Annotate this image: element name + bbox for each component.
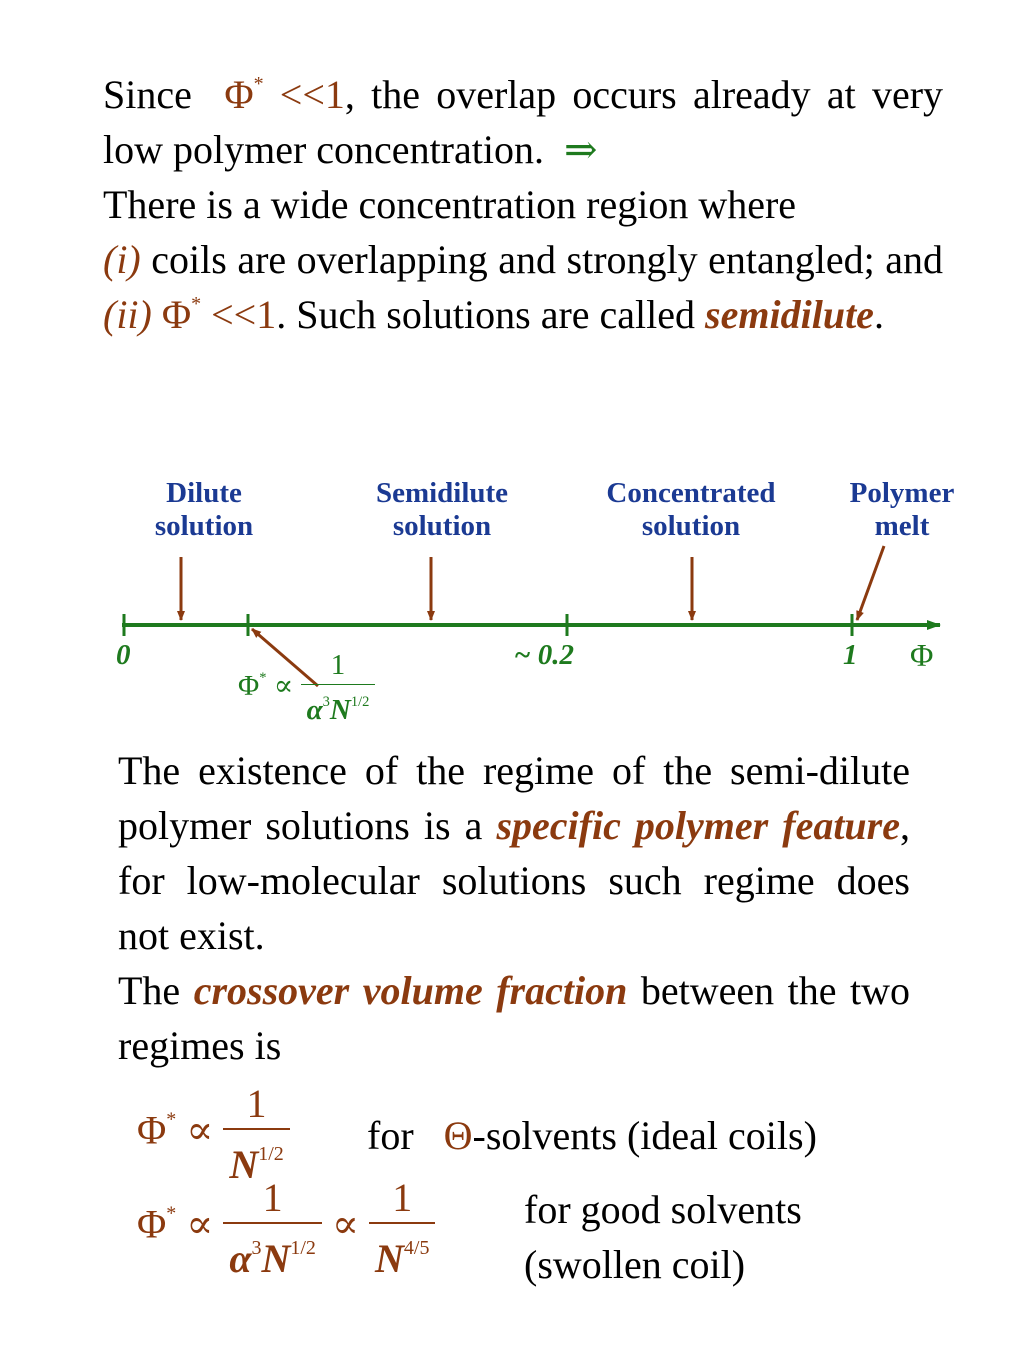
between-regimes-text: between the two regimes is <box>118 968 911 1068</box>
equation-theta-solvent: Φ* ∝ $\frac{1}{N^{1/2}}$ <box>137 1082 290 1187</box>
overlap-text: , the overlap occurs already at very low polymer concentration. <box>103 72 944 172</box>
item-i-label: (i) <box>103 237 141 282</box>
category-dilute: Dilute solution <box>154 477 254 542</box>
phi-star-inline: Φ* <<1 <box>224 72 345 117</box>
equation-good-solvent: Φ* ∝ $\frac{1}{\alpha^3N^{1/2}}$ ∝ $\frac{1}{N^{4/5}}$ <box>137 1176 435 1281</box>
phi-star-inline-2: Φ* <<1 <box>161 292 277 337</box>
implies-symbol: ⇒ <box>563 127 598 172</box>
crossover-term: crossover volume fraction <box>193 968 628 1013</box>
the-text: The <box>118 968 181 1013</box>
coils-text: coils are overlapping and strongly entangled; and <box>151 237 944 282</box>
tick-label-1: 1 <box>843 639 858 671</box>
theta-solvent-description: for Θ-solvents (ideal coils) <box>367 1113 817 1158</box>
tick-label-0-2: ~ 0.2 <box>514 639 575 671</box>
since-text: Since <box>103 72 192 117</box>
specific-feature-term: specific polymer feature <box>496 803 900 848</box>
period: . <box>873 292 884 337</box>
axis-label-phi: Φ <box>910 637 934 673</box>
crossover-formula: Φ* ∝ $\frac{1}{\alpha^3N^{1/2}}$ <box>238 650 375 727</box>
tick-label-0: 0 <box>116 639 131 671</box>
arrow-polymer-melt <box>857 546 884 620</box>
category-semidilute: Semidilute solution <box>375 477 509 542</box>
wide-region-text: There is a wide concentration region where <box>103 182 797 227</box>
solutions-called-text: . Such solutions are called <box>276 292 696 337</box>
item-ii-label: (ii) <box>103 292 152 337</box>
good-solvent-description: for good solvents (swollen coil) <box>524 1187 802 1287</box>
existence-paragraph <box>118 743 910 1073</box>
low-molecular-text: , for low-molecular solutions such regime does not exist. <box>118 803 910 958</box>
existence-text: The existence of the regime of the semi-dilute polymer solutions is a <box>118 748 910 848</box>
category-concentrated: Concentrated solution <box>606 477 776 542</box>
semidilute-term: semidilute <box>705 292 874 337</box>
category-polymer-melt: Polymer melt <box>849 477 955 542</box>
